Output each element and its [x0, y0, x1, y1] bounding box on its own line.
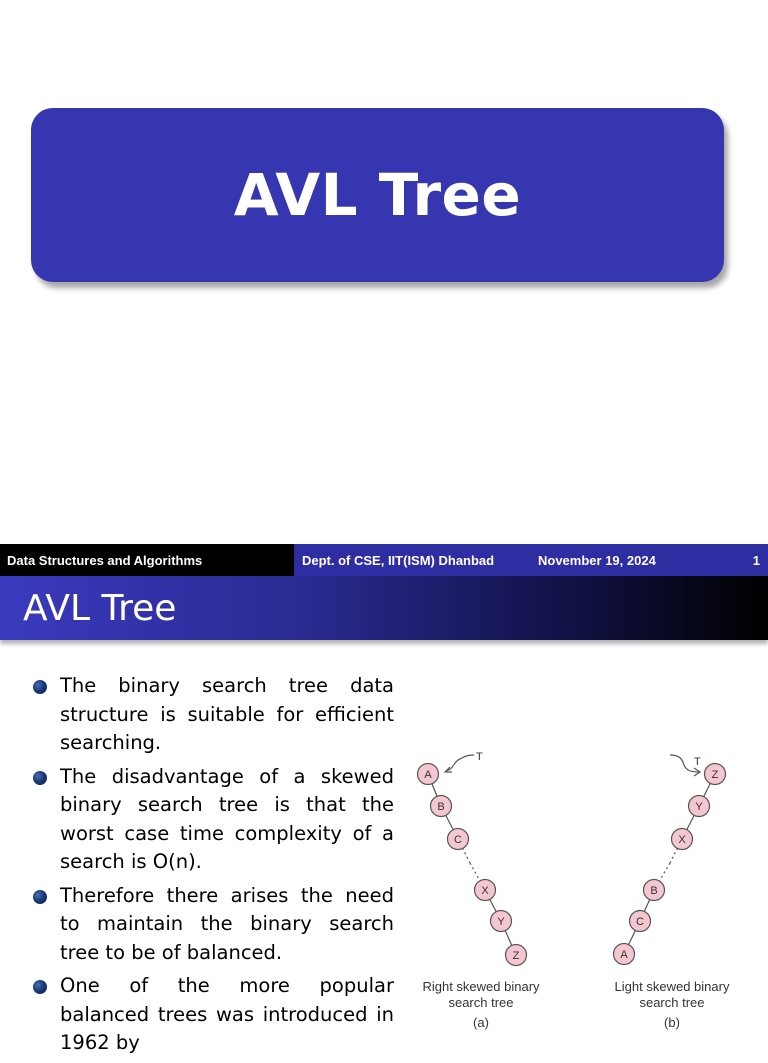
left-tree-node-label: A: [620, 949, 628, 961]
left-tree-tag: (b): [664, 1015, 680, 1030]
bullet-icon: [33, 771, 47, 785]
footer-dept: Dept. of CSE, IIT(ISM) Dhanbad: [302, 552, 495, 568]
left-tree-node-label: C: [636, 916, 644, 928]
right-tree-node-label: B: [437, 801, 445, 813]
bullet-icon: [33, 890, 47, 904]
slide2-header: [0, 576, 768, 640]
bullet-item: [32, 882, 394, 968]
bullet-text: One of the more popular balanced trees was introduced in 1962 by: [60, 974, 394, 1054]
left-tree-node-label: Z: [711, 769, 719, 781]
left-tree-node-label: X: [678, 834, 686, 846]
right-tree-tag: (a): [473, 1015, 489, 1030]
bullet-text: Therefore there arises the need to maintain the binary search tree to be of balanced.: [60, 883, 394, 964]
left-tree-caption-line1: Light skewed binary: [614, 979, 730, 994]
slide2-title: AVL Tree: [23, 587, 177, 629]
footer-course-section: [0, 544, 294, 576]
right-tree-caption-line1: Right skewed binary: [422, 979, 540, 994]
footer-bar: [0, 544, 768, 576]
title-banner: [31, 108, 724, 282]
bullet-text: The binary search tree data structure is suitable for efficient searching.: [60, 674, 394, 754]
left-tree-pointer-label: T: [694, 756, 701, 768]
left-tree-node-label: B: [650, 885, 658, 897]
bullet-item: [32, 972, 394, 1058]
right-tree-node-label: X: [481, 885, 489, 897]
left-tree-caption-line2: search tree: [639, 995, 705, 1010]
right-skewed-tree: [418, 764, 527, 966]
slide-title: AVL Tree: [233, 161, 522, 229]
bullet-text: The disadvantage of a skewed binary search tree is that the worst case time complexity of a search is O(n).: [60, 764, 394, 873]
skewed-trees-diagram: [404, 745, 754, 1030]
bullet-item: [32, 672, 394, 758]
skewed-trees-figure: [404, 745, 754, 1030]
footer-course: Data Structures and Algorithms: [7, 552, 203, 568]
bullet-list: [32, 672, 394, 1063]
bullet-icon: [33, 980, 47, 994]
right-tree-caption-line2: search tree: [448, 995, 514, 1010]
bullet-item: [32, 763, 394, 877]
right-tree-pointer-label: T: [476, 751, 483, 763]
right-tree-node-label: Z: [512, 950, 520, 962]
footer-date: November 19, 2024: [538, 552, 656, 568]
right-tree-node-label: Y: [497, 916, 505, 928]
footer-page-number: 1: [752, 552, 760, 568]
bullet-icon: [33, 680, 47, 694]
right-tree-node-label: A: [424, 769, 432, 781]
right-tree-node-label: C: [454, 834, 462, 846]
footer-info-section: [294, 544, 768, 576]
left-tree-node-label: Y: [695, 801, 703, 813]
